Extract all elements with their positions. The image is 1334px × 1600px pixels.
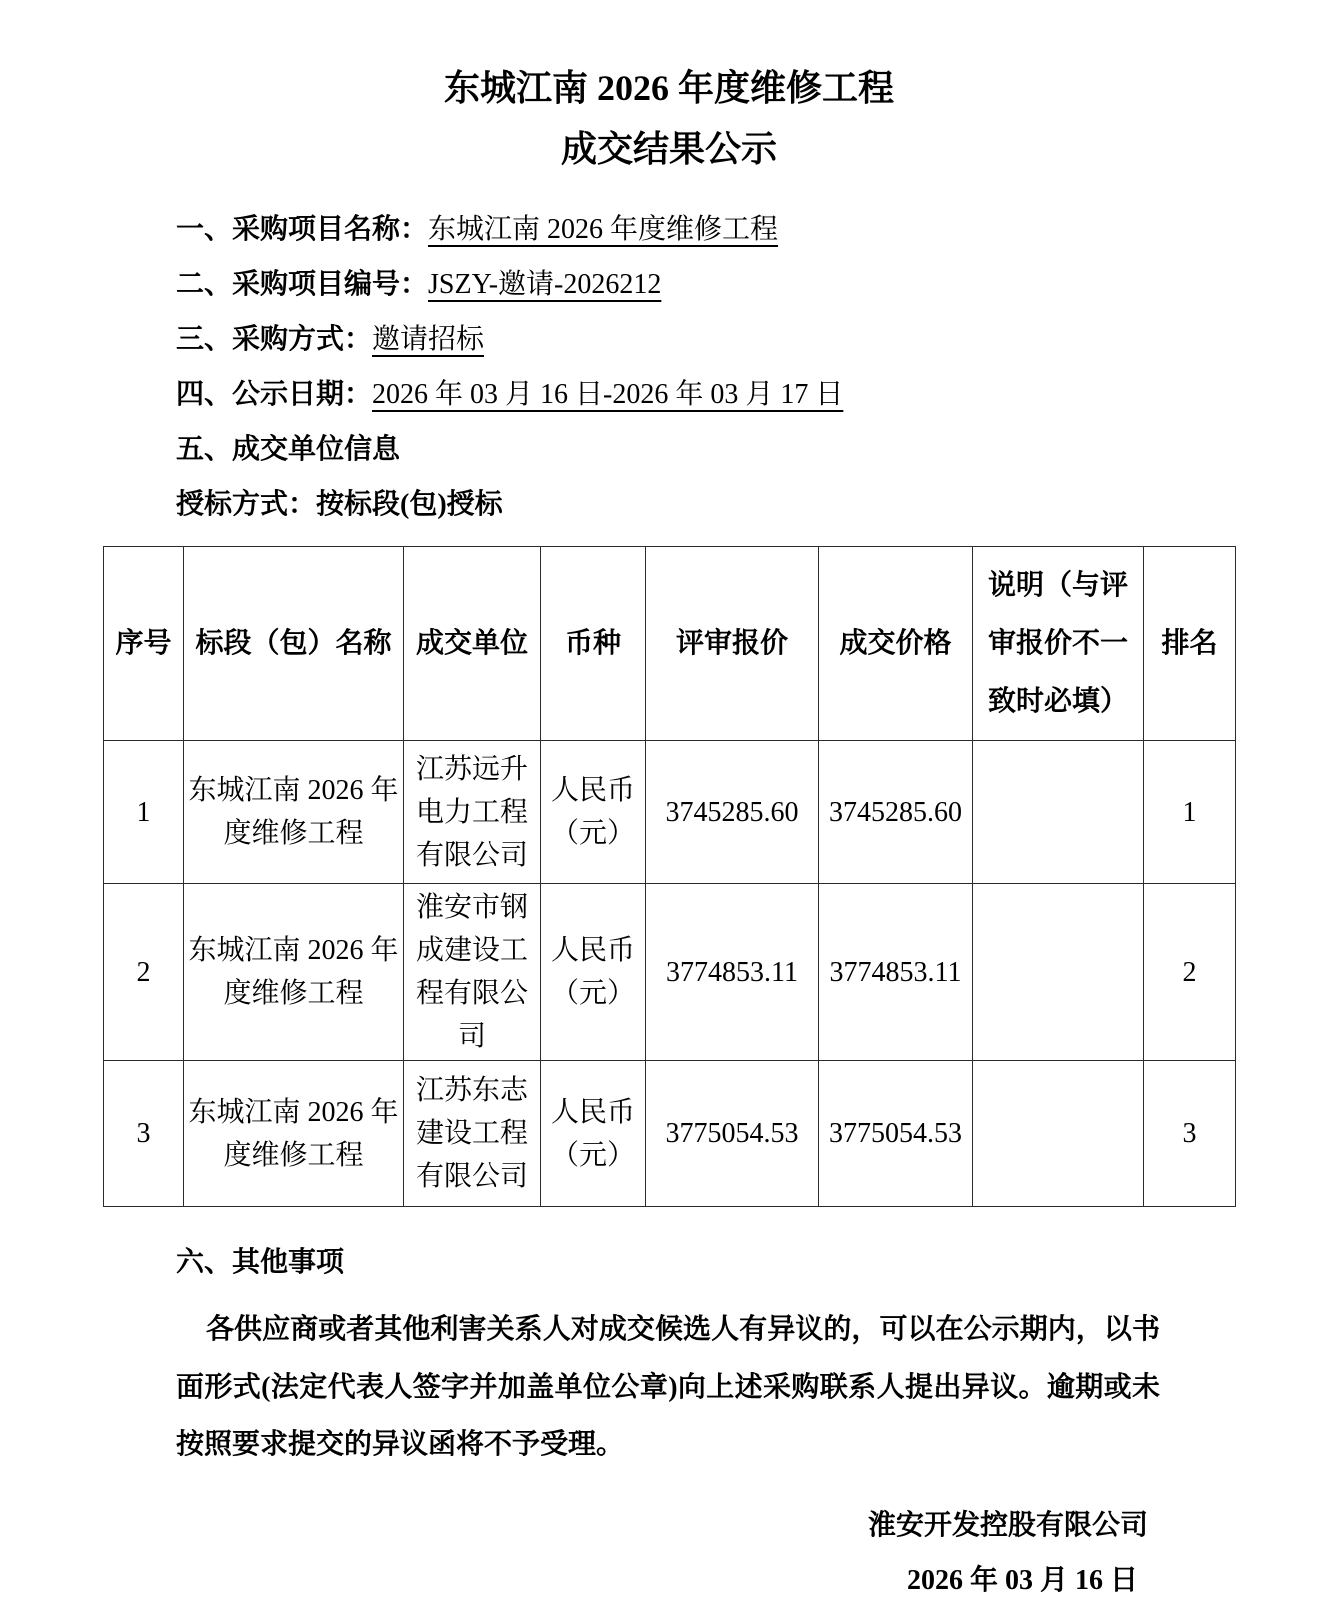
cell-review-price: 3745285.60 <box>646 741 819 884</box>
objection-paragraph: 各供应商或者其他利害关系人对成交候选人有异议的，可以在公示期内，以书面形式(法定代表人签字并加盖单位公章)向上述采购联系人提出异议。逾期或未按照要求提交的异议函将不予受理。 <box>176 1314 1160 1460</box>
cell-winning-supplier: 江苏东志建设工程有限公司 <box>404 1061 541 1207</box>
cell-package-name: 东城江南 2026 年度维修工程 <box>184 1061 404 1207</box>
table-header-row <box>104 547 1236 741</box>
header-winning-supplier: 成交单位 <box>404 547 541 741</box>
header-currency: 币种 <box>541 547 646 741</box>
winning-result-table <box>103 546 1236 1207</box>
item-project-name-label: 一、采购项目名称： <box>176 214 429 245</box>
header-remark: 说明（与评审报价不一致时必填） <box>973 547 1144 741</box>
item-procurement-method <box>176 312 1235 367</box>
item-winning-info-heading <box>176 422 1235 477</box>
item-project-name-value: 东城江南 2026 年度维修工程 <box>428 214 779 245</box>
cell-remark <box>973 1061 1144 1207</box>
header-deal-price: 成交价格 <box>819 547 973 741</box>
cell-currency: 人民币（元） <box>541 741 646 884</box>
cell-rank: 1 <box>1144 741 1236 884</box>
award-method-line <box>176 477 1235 532</box>
cell-rank: 2 <box>1144 884 1236 1061</box>
cell-index: 3 <box>104 1061 184 1207</box>
table-row <box>104 741 1236 884</box>
document-title <box>103 58 1235 180</box>
award-method-value: 按标段(包)授标 <box>316 489 503 520</box>
cell-review-price: 3775054.53 <box>646 1061 819 1207</box>
info-items <box>103 202 1235 477</box>
item-project-number <box>176 257 1235 312</box>
signature-date: 2026 年 03 月 16 日 <box>906 1564 1138 1596</box>
table-row <box>104 884 1236 1061</box>
cell-deal-price: 3775054.53 <box>819 1061 973 1207</box>
header-index: 序号 <box>104 547 184 741</box>
item-project-number-label: 二、采购项目编号： <box>176 269 429 300</box>
signature-company: 淮安开发控股有限公司 <box>867 1509 1148 1541</box>
item-project-name <box>176 202 1235 257</box>
item-project-number-value: JSZY-邀请-2026212 <box>428 269 662 300</box>
item-procurement-method-value: 邀请招标 <box>372 324 485 355</box>
cell-remark <box>973 884 1144 1061</box>
cell-index: 1 <box>104 741 184 884</box>
cell-winning-supplier: 江苏远升电力工程有限公司 <box>404 741 541 884</box>
item-publicity-date-value: 2026 年 03 月 16 日-2026 年 03 月 17 日 <box>372 379 844 410</box>
award-method-label: 授标方式： <box>176 489 317 520</box>
cell-winning-supplier: 淮安市钢成建设工程有限公司 <box>404 884 541 1061</box>
cell-remark <box>973 741 1144 884</box>
header-review-price: 评审报价 <box>646 547 819 741</box>
item-publicity-date <box>176 367 1235 422</box>
cell-currency: 人民币（元） <box>541 884 646 1061</box>
document-title-line2: 成交结果公示 <box>560 129 777 169</box>
cell-rank: 3 <box>1144 1061 1236 1207</box>
cell-currency: 人民币（元） <box>541 1061 646 1207</box>
item-publicity-date-label: 四、公示日期： <box>176 379 373 410</box>
cell-review-price: 3774853.11 <box>646 884 819 1061</box>
item-winning-info-heading-label: 五、成交单位信息 <box>176 434 401 465</box>
header-package-name: 标段（包）名称 <box>184 547 404 741</box>
other-matters-heading: 六、其他事项 <box>176 1247 345 1278</box>
document-title-line1: 东城江南 2026 年度维修工程 <box>443 68 894 108</box>
cell-deal-price: 3745285.60 <box>819 741 973 884</box>
item-procurement-method-label: 三、采购方式： <box>176 324 373 355</box>
cell-package-name: 东城江南 2026 年度维修工程 <box>184 884 404 1061</box>
cell-package-name: 东城江南 2026 年度维修工程 <box>184 741 404 884</box>
header-rank: 排名 <box>1144 547 1236 741</box>
cell-index: 2 <box>104 884 184 1061</box>
cell-deal-price: 3774853.11 <box>819 884 973 1061</box>
table-row <box>104 1061 1236 1207</box>
